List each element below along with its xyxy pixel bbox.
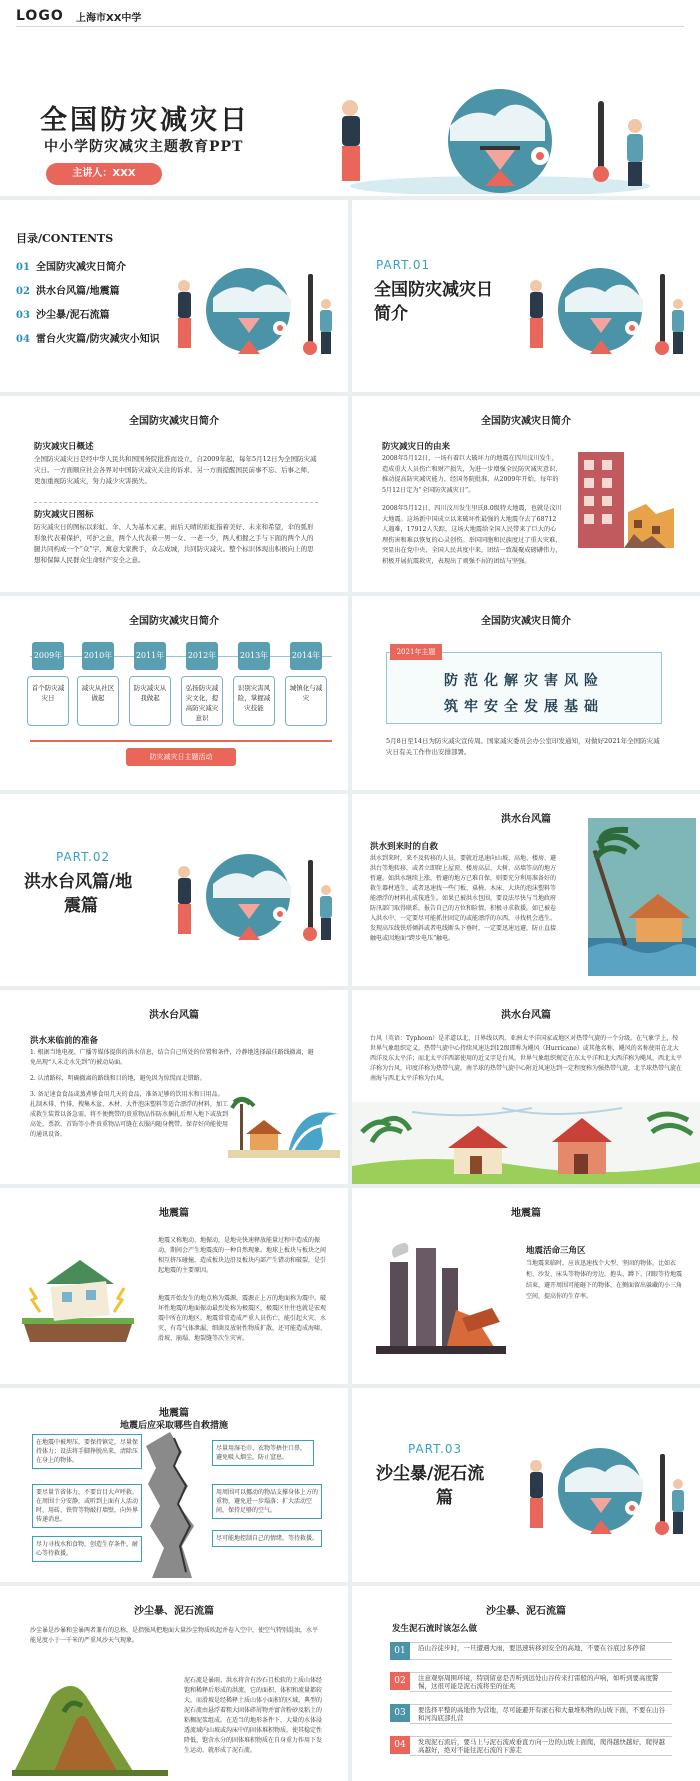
timeline-year: 2011年 xyxy=(134,642,166,670)
slide-title: 地震篇 xyxy=(159,1208,189,1219)
timeline-axis xyxy=(30,656,332,657)
intro-overview-slide xyxy=(0,396,348,592)
paragraph: 泥石流是暴雨、洪水将含有沙石且松软的土质山体经饱和稀释后形成的洪流，它的面积、体积和流量都较大，而滑坡是经稀释土质山体小面积的区域。典型的泥石流由悬浮着粗大固体碎屑物并富含粉砂及粘土的粘稠泥浆组成。在适当的地形条件下，大量的水体浸透流域内山坡或沟床中的固体堆积物质，使其稳定性降低，饱含水分的固体堆积物质在自身重力作用下发生运动，就形成了泥石流。 xyxy=(184,1677,323,1754)
sandstorm-slide xyxy=(0,1586,348,1781)
paragraph: 洪水到来时，来不及转移的人员，要就近迅速向山坡、高地、楼房、避洪台等地转移，或者立即爬上屋顶、楼房高层、大树、高墙等高的地方暂避。如洪水继续上涨，暂避的地方已难自保，则要充分利用准备好的救生器材逃生，或者迅速找一些门板、桌椅、木床、大块的泡沫塑料等能漂浮的材料扎成筏逃生。如果已被洪水包围，要设法尽快与当地政府防汛部门取得联系，报告自己的方位和险情，积极寻求救援。如已被卷入洪水中，一定要尽可能抓住固定的或能漂浮的东西，寻找机会逃生。发现高压线铁塔倾斜或者电线断头下垂时，一定要迅速远避，防止直接触电或因地面“跨步电压”触电。 xyxy=(370,855,557,942)
toc-slide xyxy=(0,200,348,392)
flood-prep-slide xyxy=(0,990,348,1184)
slide-title: 全国防灾减灾日简介 xyxy=(129,416,219,427)
callout-box: 尽力寻找水和食物，创造生存条件，耐心等待救援。 xyxy=(32,1536,142,1562)
intro-origin-slide xyxy=(352,396,700,592)
part01-slide xyxy=(352,200,700,392)
disaster-illustration xyxy=(330,86,660,194)
paragraph: 地震开始发生的地点称为震源，震源正上方的地面称为震中。破坏性地震的地面振动最烈处称为极震区，极震区往往也就是宏观震中所在的地区。地震常常造成严重人员伤亡，能引起火灾、水灾、有毒气体泄漏、细菌及放射性物质扩散，还可能造成海啸、滑坡、崩塌、地裂缝等次生灾害。 xyxy=(158,1295,327,1342)
part-title: 洪水台风篇/地 震篇 xyxy=(24,872,133,916)
part-label: PART.01 xyxy=(376,258,431,272)
logo: LOGO xyxy=(16,8,64,24)
list-item: 2. 认清路标，明确撤离的路线和目的地，避免因为惊慌而走错路。 xyxy=(30,1075,206,1082)
timeline-slide xyxy=(0,596,348,790)
slide-title: 洪水台风篇 xyxy=(149,1010,199,1021)
step-text: 沿山谷徒步时，一旦遭遇大雨，要迅速转移到安全的高地，不要在谷底过多停留 xyxy=(410,1642,672,1660)
step-text: 要选择平整的高地作为营地，尽可能避开有滚石和大量堆积物的山坡下面，不要在山谷和河沟底部扎营 xyxy=(410,1704,672,1724)
timeline-year: 2010年 xyxy=(82,642,114,670)
toc-item[interactable]: 04 雷台火灾篇/防灾减灾小知识 xyxy=(16,334,160,345)
timeline-item: 减灾从社区做起 xyxy=(77,676,119,726)
section-heading: 发生泥石流时该怎么做 xyxy=(392,1624,478,1634)
step-text: 发现泥石流后，要马上与泥石流成垂直方向一边的山坡上面爬，爬得越快越好，爬得越高越好，绝对不能往泥石流的下游走 xyxy=(410,1736,672,1756)
paragraph: 台风（英语：Typhoon）是赤道以北、日界线以西，亚洲太平洋国家或地区对热带气旋的一个分级。在气象学上，按世界气象组织定义，热带气旋中心持续风速达到12级即称为飓风（Hurricane）或其他名称，飓风的名称使用在北大西洋及东太平洋；而北太平洋西部使用的近义字是台风。世界气象组织规定在东太平洋和北大西洋称为飓风，西北太平洋称为台风，印度洋称为热带气旋。南半球的热带气旋中心附近风速达到一定程度称为强热带气旋，北半球热带气旋在南海与西北太平洋称为台风。 xyxy=(370,1035,683,1082)
toc-heading: 目录/CONTENTS xyxy=(16,232,114,245)
timeline-item: 城镇化与减灾 xyxy=(285,676,327,726)
callout-box: 尽量用湿毛巾、衣物等捂住口鼻，避免吸入烟尘，防止窒息。 xyxy=(212,1440,314,1466)
part01-illustration xyxy=(520,258,690,366)
section-heading: 洪水到来时的自救 xyxy=(370,842,439,852)
section-heading: 洪水来临前的准备 xyxy=(30,1036,99,1046)
callout-box: 尽可能地控制自己的情绪，等待救援。 xyxy=(212,1530,322,1547)
callout-box: 用周围可以挪动的物品支撑身体上方的重物，避免进一步塌落；扩大活动空间，保持足够的空气。 xyxy=(212,1484,322,1519)
paragraph: 沙尘暴是沙暴和尘暴两者兼有的总称，是指强风把地面大量沙尘物质吹起并卷入空中，使空气特别混浊，水平能见度小于一千米的严重风沙天气现象。 xyxy=(30,1627,319,1644)
toc-item[interactable]: 03 沙尘暴/泥石流篇 xyxy=(16,310,110,321)
cover-subtitle: 中小学防灾减灾主题教育PPT xyxy=(44,139,244,155)
part03-illustration xyxy=(520,1438,690,1546)
list-item: 1. 根据当地电视、广播等媒体提供的洪水信息，结合自己所处的位置和条件，冷静地选择最佳路线撤离，避免出现“人未走水先到”的被动局面。 xyxy=(30,1049,314,1066)
timeline-year: 2013年 xyxy=(238,642,270,670)
timeline-footer-line xyxy=(30,740,332,742)
flood-self-rescue-slide xyxy=(352,794,700,986)
slide-title: 沙尘暴、泥石流篇 xyxy=(134,1606,214,1617)
school-name: 上海市XX中学 xyxy=(76,13,142,24)
part-label: PART.02 xyxy=(56,850,111,864)
timeline-item: 防灾减灾从我做起 xyxy=(129,676,171,726)
toc-illustration xyxy=(168,258,338,366)
paragraph: 2008年5月12日，一场有着巨大破坏力的地震在四川汶川发生，造成重大人员伤亡和财产损失，为进一步增强全民防灾减灾意识，推动提高防灾减灾能力，经国务院批准，从2009年开始，每年的5月12日定为“全国防灾减灾日”。 xyxy=(382,455,562,494)
section-heading: 地震活命三角区 xyxy=(526,1246,586,1256)
step-text: 注意观察周围环境，特别留意是否听到远处山谷传来打雷般的声响，如听到要高度警惕，这很可能是泥石流将至的征兆 xyxy=(410,1672,672,1692)
slide-title: 沙尘暴、泥石流篇 xyxy=(486,1606,566,1617)
step-number: 03 xyxy=(390,1704,410,1722)
earthquake-aftermath-slide xyxy=(0,1388,348,1582)
theme-note: 5月8日至14日为防灾减灾宣传周。国家减灾委员会办公室印发通知，对做好2021年全国防灾减灾日有关工作作出安排部署。 xyxy=(386,737,660,756)
section-heading: 防灾减灾日图标 xyxy=(34,510,94,520)
slide-title: 全国防灾减灾日简介 xyxy=(129,616,219,627)
paragraph: 防灾减灾日的图标以彩虹、伞、人为基本元素，雨后天晴的彩虹指着美好、未来和希望，伞的弧形形象代表着保护，可护之意，两个人代表着一男一女、一老一少，两人相握之手与下面的两个人的腿共同构成一个“众”字，寓意大家携手，众志成城，共同防灾减灾。整个标识体现出积极向上的思想和保障人民群众生命财产安全之意。 xyxy=(34,523,314,564)
paragraph: 2008年5月12日，四川汶川发生里氏8.0级特大地震，也就是汶川大地震。这场新中国成立以来破坏性最强的大地震夺去了68712人遇难，17912人失踪，这场大地震给全国人民带来了巨大的心理伤害和难以恢复的心灵创伤。举国同胞和民族度过了重大灾难，突显出在党中央、全国人民共度中来，团结一致凝聚成磅礴伟力，积极开展抗震救灾，表现出了顽强不屈的团结与坚强。 xyxy=(382,505,562,565)
slide-title: 地震篇 xyxy=(511,1208,541,1219)
list-item: 3. 备足速食食品或蒸煮够食用几天的食品，准备足够的饮用水和日用品。扎制木排、竹排，搜集木盆、木材、大件泡沫塑料等适合漂浮的材料，加工成救生装置以备急需。将不便携带的贵重物品作防水捆扎后埋入地下或放到高处，票款、首饰等小件贵重物品可缝在衣服内随身携带。保存好尚能使用的通讯设备。 xyxy=(30,1091,229,1138)
part-title: 沙尘暴/泥石流 篇 xyxy=(376,1464,485,1508)
typhoon-houses-illustration xyxy=(352,1102,700,1184)
part02-illustration xyxy=(168,844,338,952)
part02-slide xyxy=(0,794,348,986)
presenter-badge: 主讲人：XXX xyxy=(46,163,162,185)
section-heading: 防灾减灾日概述 xyxy=(34,442,94,452)
earthquake-intro-slide xyxy=(0,1188,348,1384)
mudslide-actions-slide xyxy=(352,1586,700,1781)
toc-item[interactable]: 01 全国防灾减灾日简介 xyxy=(16,262,126,273)
slide-title: 洪水台风篇 xyxy=(501,1010,551,1021)
paragraph: 当地震来临时，应该迅速找个大型、坚固的物体，比如衣柜、沙发、床头等物体的旁边，抱头、蹲下、闭眼等待地震结束，避开周围可能砸下的物体，在侧面留出躲藏的小三角空间，提高你的生存率。 xyxy=(526,1260,683,1300)
slide-title: 全国防灾减灾日简介 xyxy=(481,616,571,627)
part03-slide xyxy=(352,1388,700,1582)
step-number: 01 xyxy=(390,1642,410,1660)
slide-title: 地震篇 xyxy=(159,1408,189,1419)
timeline-year: 2012年 xyxy=(186,642,218,670)
paragraph: 地震又称地动、地振动，是地壳快速释放能量过程中造成的振动，期间会产生地震波的一种自然现象。地球上板块与板块之间相互挤压碰撞，造成板块边沿及板块内部产生错动和破裂，是引起地震的主要原因。 xyxy=(158,1237,327,1274)
slide-title: 全国防灾减灾日简介 xyxy=(481,416,571,427)
callout-box: 要尽量节省体力，不要盲目大声呼救。在周围十分安静，或听到上面有人活动时，用砖、铁管等物敲打墙壁，向外界传递消息。 xyxy=(32,1484,142,1528)
toc-item[interactable]: 02 洪水台风篇/地震篇 xyxy=(16,286,120,297)
earthquake-triangle-slide xyxy=(352,1188,700,1384)
flood-hut-illustration xyxy=(588,818,696,976)
section-heading: 防灾减灾日的由来 xyxy=(382,442,451,452)
earthquake-house-illustration xyxy=(16,1248,140,1348)
callout-box: 在地震中被埋压，要保持镇定，尽量保持体力；设法将手脚挣脱出来，清除压在身上的物体。 xyxy=(32,1434,142,1469)
cover-title: 全国防灾减灾日 xyxy=(40,105,250,136)
paragraph: 全国防灾减灾日是经中华人民共和国国务院批准而设立，自2009年起，每年5月12日为全国防灾减灾日。一方面顺应社会各界对中国防灾减灾关注的诉求，另一方面提醒国民前事不忘、后事之师，更加重视防灾减灾，努力减少灾害损失。 xyxy=(34,455,317,485)
divider xyxy=(34,502,318,503)
theme-2021-slide xyxy=(352,596,700,790)
step-number: 04 xyxy=(390,1736,410,1754)
theme-line-2: 筑牢安全发展基础 xyxy=(444,699,604,715)
slide-subtitle: 地震后应采取哪些自救措施 xyxy=(119,1421,228,1431)
theme-activity-badge: 防灾减灾日主题活动 xyxy=(126,748,236,766)
step-number: 02 xyxy=(390,1672,410,1690)
collapsed-building-illustration xyxy=(576,446,686,552)
timeline-year: 2014年 xyxy=(290,642,322,670)
ground-crack-illustration xyxy=(140,1432,220,1578)
theme-line-1: 防范化解灾害风险 xyxy=(444,673,604,689)
timeline-item: 首个防灾减灾日 xyxy=(27,676,69,726)
cover-slide xyxy=(0,0,700,196)
collapsed-factory-illustration xyxy=(376,1238,506,1354)
typhoon-slide xyxy=(352,990,700,1184)
part-title: 全国防灾减灾日 简介 xyxy=(374,280,493,324)
part-label: PART.03 xyxy=(408,1442,463,1456)
timeline-year: 2009年 xyxy=(32,642,64,670)
timeline-item: 识别灾害风险，掌握减灾技能 xyxy=(233,676,275,726)
header-divider xyxy=(16,26,684,27)
slide-title: 洪水台风篇 xyxy=(501,814,551,825)
timeline-item: 弘扬防灾减灾文化，提高防灾减灾意识 xyxy=(181,676,223,726)
mudslide-illustration xyxy=(12,1672,168,1776)
wave-hut-illustration xyxy=(228,1094,340,1158)
theme-year-tag: 2021年主题 xyxy=(390,644,442,660)
